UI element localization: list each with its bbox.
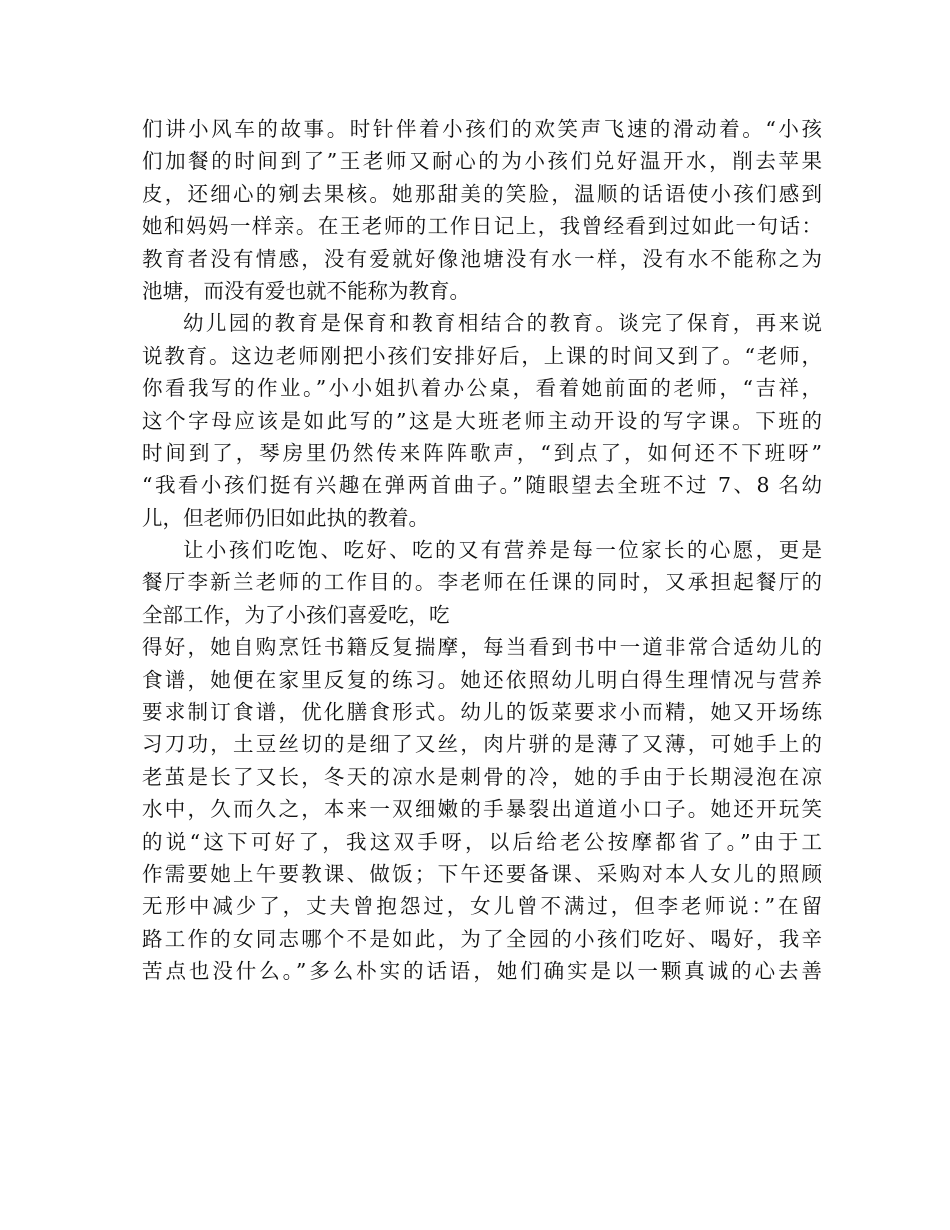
text-line: 说教育。这边老师刚把小孩们安排好后，上课的时间又到了。“老师，: [142, 343, 822, 368]
document-body: [142, 113, 822, 988]
text-line: 习刀功，土豆丝切的是细了又丝，肉片骈的是薄了又薄，可她手上的: [142, 732, 822, 757]
text-line: 们加餐的时间到了”王老师又耐心的为小孩们兑好温开水，削去苹果: [142, 149, 822, 174]
text-line: 要求制订食谱，优化膳食形式。幼儿的饭菜要求小而精，她又开场练: [142, 700, 822, 725]
paragraph-first-line: 幼儿园的教育是保育和教育相结合的教育。谈完了保育，再来说: [183, 311, 822, 336]
text-line: 教育者没有情感，没有爱就好像池塘没有水一样，没有水不能称之为: [142, 246, 822, 271]
text-line: 老茧是长了又长，冬天的凉水是刺骨的冷，她的手由于长期浸泡在凉: [142, 764, 822, 789]
text-line: 食谱，她便在家里反复的练习。她还依照幼儿明白得生理情况与营养: [142, 667, 822, 692]
text-line: 全部工作，为了小孩们喜爱吃，吃: [142, 602, 450, 627]
text-line: 水中，久而久之，本来一双细嫩的手暴裂出道道小口子。她还开玩笑: [142, 797, 822, 822]
text-line: 这个字母应该是如此写的”这是大班老师主动开设的写字课。下班的: [142, 408, 822, 433]
text-line: 儿，但老师仍旧如此执的教着。: [142, 505, 429, 530]
text-line: 你看我写的作业。”小小姐扒着办公桌，看着她前面的老师，“吉祥，: [142, 376, 822, 401]
text-line: 时间到了，琴房里仍然传来阵阵歌声，“到点了，如何还不下班呀”: [142, 440, 822, 465]
text-line: 苦点也没什么。”多么朴实的话语，她们确实是以一颗真诚的心去善: [142, 959, 822, 984]
text-line: 餐厅李新兰老师的工作目的。李老师在任课的同时，又承担起餐厅的: [142, 570, 822, 595]
text-line: 无形中减少了，丈夫曾抱怨过，女儿曾不满过，但李老师说：”在留: [142, 894, 822, 919]
text-line: 皮，还细心的剜去果核。她那甜美的笑脸，温顺的话语使小孩们感到: [142, 181, 822, 206]
text-line: 们讲小风车的故事。时针伴着小孩们的欢笑声飞速的滑动着。“小孩: [142, 117, 822, 141]
text-line: 的说“这下可好了，我这双手呀，以后给老公按摩都省了。”由于工: [142, 829, 822, 854]
text-line: 池塘，而没有爱也就不能称为教育。: [142, 278, 470, 303]
text-line: 路工作的女同志哪个不是如此，为了全园的小孩们吃好、喝好，我辛: [142, 926, 822, 951]
text-line: 她和妈妈一样亲。在王老师的工作日记上，我曾经看到过如此一句话：: [142, 214, 822, 239]
text-line: 得好，她自购烹饪书籍反复揣摩，每当看到书中一道非常合适幼儿的: [142, 635, 822, 660]
text-line: “我看小孩们挺有兴趣在弹两首曲子。”随眼望去全班不过 7、8 名幼: [142, 473, 822, 498]
text-line: 作需要她上午要教课、做饭；下午还要备课、采购对本人女儿的照顾: [142, 861, 822, 886]
paragraph-first-line: 让小孩们吃饱、吃好、吃的又有营养是每一位家长的心愿，更是: [183, 538, 822, 563]
